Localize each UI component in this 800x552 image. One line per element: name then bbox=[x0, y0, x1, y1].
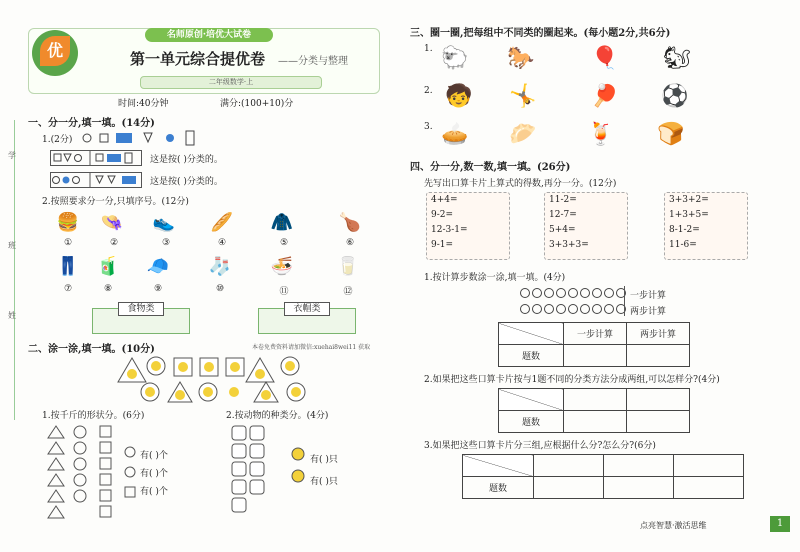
kids-playing-icon: 🤸 bbox=[509, 84, 537, 109]
horse-icon: 🐎 bbox=[507, 46, 535, 71]
card-item: 11-2= bbox=[549, 195, 577, 205]
hat-icon: 👒 bbox=[100, 212, 124, 233]
table-header: 两步计算 bbox=[627, 323, 690, 345]
one-step-label: 一步计算 bbox=[630, 291, 667, 301]
side-label: 学 bbox=[8, 151, 16, 160]
card-item: 8-1-2= bbox=[669, 225, 700, 235]
shape-group-box-1 bbox=[50, 150, 142, 166]
q1-text: 1.按计算步数涂一涂,填一填。(4分) bbox=[424, 273, 566, 283]
shape-sequence bbox=[80, 130, 210, 146]
binding-line bbox=[14, 120, 15, 420]
score-label: 满分:(100+10)分 bbox=[220, 99, 294, 109]
count-blank-1[interactable]: 有( )个 bbox=[140, 451, 168, 461]
item-number: ④ bbox=[217, 238, 227, 248]
bread-icon: 🥖 bbox=[210, 212, 234, 233]
table-corner bbox=[463, 455, 534, 477]
item-number: ⑩ bbox=[215, 284, 225, 294]
noodles-icon: 🍜 bbox=[270, 256, 294, 277]
shape-legend bbox=[124, 446, 138, 502]
child-reading-icon: 🧒 bbox=[445, 84, 473, 109]
row-number: 2. bbox=[424, 86, 433, 96]
answer-cell[interactable] bbox=[627, 411, 690, 433]
q2-text: 2.如果把这些口算卡片按与1题不同的分类方法分成两组,可以怎样分?(4分) bbox=[424, 375, 720, 385]
count-blank-2[interactable]: 有( )个 bbox=[140, 469, 168, 479]
sec2-q2-label: 2.按动物的种类分。(4分) bbox=[226, 411, 329, 421]
animal-count-blank-2[interactable]: 有( )只 bbox=[310, 477, 338, 487]
hamburger-icon: 🍔 bbox=[56, 212, 80, 233]
beanie-icon: 🧢 bbox=[146, 256, 170, 277]
milk-icon: 🥛 bbox=[336, 256, 360, 277]
table-tennis-icon: 🏓 bbox=[591, 84, 619, 109]
answer-cell[interactable] bbox=[674, 477, 744, 499]
answer-cell[interactable] bbox=[564, 411, 627, 433]
row-number: 1. bbox=[424, 44, 433, 54]
squirrel-icon: 🐿 bbox=[663, 46, 691, 71]
circle-row-2[interactable] bbox=[520, 304, 628, 315]
card-item: 5+4= bbox=[549, 225, 576, 235]
pants-icon: 👖 bbox=[56, 256, 80, 277]
answer-cell[interactable] bbox=[534, 477, 604, 499]
side-label: 姓 bbox=[8, 311, 16, 320]
pie-icon: 🥧 bbox=[441, 122, 469, 147]
table-row-label: 题数 bbox=[499, 345, 564, 367]
item-number: ⑤ bbox=[279, 238, 289, 248]
q1-line1-text: 这是按( )分类的。 bbox=[150, 155, 223, 165]
section-4-intro: 先写出口算卡片上算式的得数,再分一分。(12分) bbox=[424, 179, 617, 189]
item-number: ⑧ bbox=[103, 284, 113, 294]
answer-cell[interactable] bbox=[564, 345, 627, 367]
answer-cell[interactable] bbox=[674, 455, 744, 477]
item-number: ⑪ bbox=[279, 287, 289, 297]
row-bracket bbox=[624, 286, 625, 316]
watermark-note: 本卷免费资料请加微信:xuehai8wei11 获取 bbox=[252, 344, 371, 351]
shape-group-box-2 bbox=[50, 172, 142, 188]
count-blank-3[interactable]: 有( )个 bbox=[140, 487, 168, 497]
sweater-icon: 🧥 bbox=[270, 212, 294, 233]
card-item: 12-3-1= bbox=[431, 225, 468, 235]
section-2-title: 二、涂一涂,填一填。(10分) bbox=[28, 344, 155, 355]
page-title: 第一单元综合提优卷 bbox=[130, 50, 266, 68]
table-row-label: 题数 bbox=[499, 411, 564, 433]
answer-cell[interactable] bbox=[534, 455, 604, 477]
card-group-2 bbox=[544, 192, 628, 260]
two-group-table bbox=[498, 388, 690, 433]
answer-cell[interactable] bbox=[627, 345, 690, 367]
step-count-table bbox=[498, 322, 690, 367]
sec2-q1-label: 1.按千斤的形状分。(6分) bbox=[42, 411, 145, 421]
item-number: ⑦ bbox=[63, 284, 73, 294]
card-item: 3+3+3= bbox=[549, 240, 589, 250]
toast-icon: 🍞 bbox=[657, 122, 685, 147]
chick-shapes-cluster bbox=[110, 352, 330, 404]
animal-count-blank-1[interactable]: 有( )只 bbox=[310, 455, 338, 465]
table-row-label: 题数 bbox=[463, 477, 534, 499]
answer-cell[interactable] bbox=[604, 477, 674, 499]
section-1-title: 一、分一分,填一填。(14分) bbox=[28, 118, 155, 129]
table-corner bbox=[499, 389, 564, 411]
orange-juice-icon: 🍹 bbox=[587, 122, 615, 147]
answer-cell[interactable] bbox=[564, 389, 627, 411]
circle-row-1[interactable] bbox=[520, 288, 628, 299]
card-group-3 bbox=[664, 192, 748, 260]
shoes-icon: 👟 bbox=[152, 212, 176, 233]
page-subtitle: ——分类与整理 bbox=[278, 56, 348, 67]
balloons-icon: 🎈 bbox=[591, 46, 619, 71]
item-number: ① bbox=[63, 238, 73, 248]
shape-coloring-grid[interactable] bbox=[46, 424, 118, 520]
card-item: 4+4= bbox=[431, 195, 458, 205]
item-number: ⑥ bbox=[345, 238, 355, 248]
q1-label: 1.(2分) bbox=[42, 135, 73, 145]
item-number: ⑫ bbox=[343, 287, 353, 297]
grade-label: 二年级数学·上 bbox=[140, 76, 322, 89]
table-corner bbox=[499, 323, 564, 345]
side-label: 班 bbox=[8, 241, 16, 250]
section-3-title: 三、圈一圈,把每组中不同类的圈起来。(每小题2分,共6分) bbox=[410, 28, 671, 39]
card-item: 1+3+5= bbox=[669, 210, 709, 220]
animal-coloring-column[interactable] bbox=[228, 424, 280, 520]
card-group-1 bbox=[426, 192, 510, 260]
sheep-icon: 🐑 bbox=[441, 46, 469, 71]
drumstick-icon: 🍗 bbox=[338, 212, 362, 233]
answer-cell[interactable] bbox=[627, 389, 690, 411]
q3-text: 3.如果把这些口算卡片分三组,应根据什么分?怎么分?(6分) bbox=[424, 441, 656, 451]
socks-icon: 🧦 bbox=[208, 256, 232, 277]
answer-cell[interactable] bbox=[604, 455, 674, 477]
juice-icon: 🧃 bbox=[96, 256, 120, 277]
football-player-icon: ⚽ bbox=[661, 84, 689, 109]
two-step-label: 两步计算 bbox=[630, 307, 667, 317]
item-number: ② bbox=[109, 238, 119, 248]
section-4-title: 四、分一分,数一数,填一填。(26分) bbox=[410, 162, 571, 173]
food-category-label: 食物类 bbox=[118, 302, 164, 316]
clothes-category-label: 衣帽类 bbox=[284, 302, 330, 316]
card-item: 3+3+2= bbox=[669, 195, 709, 205]
time-label: 时间:40分钟 bbox=[118, 99, 169, 109]
series-label: 名师原创·培优大试卷 bbox=[145, 28, 273, 42]
buns-icon: 🥟 bbox=[509, 122, 537, 147]
card-item: 12-7= bbox=[549, 210, 577, 220]
footer-slogan: 点亮智慧·激活思维 bbox=[640, 521, 707, 530]
animal-legend bbox=[290, 446, 306, 486]
badge-icon: 优 bbox=[40, 36, 70, 66]
item-number: ⑨ bbox=[153, 284, 163, 294]
row-number: 3. bbox=[424, 122, 433, 132]
card-item: 9-1= bbox=[431, 240, 454, 250]
three-group-table bbox=[462, 454, 744, 499]
page-number: 1 bbox=[770, 516, 790, 532]
item-number: ③ bbox=[161, 238, 171, 248]
table-header: 一步计算 bbox=[564, 323, 627, 345]
card-item: 9-2= bbox=[431, 210, 454, 220]
q1-line2-text: 这是按( )分类的。 bbox=[150, 177, 223, 187]
q2-label: 2.按照要求分一分,只填序号。(12分) bbox=[42, 197, 189, 207]
card-item: 11-6= bbox=[669, 240, 697, 250]
